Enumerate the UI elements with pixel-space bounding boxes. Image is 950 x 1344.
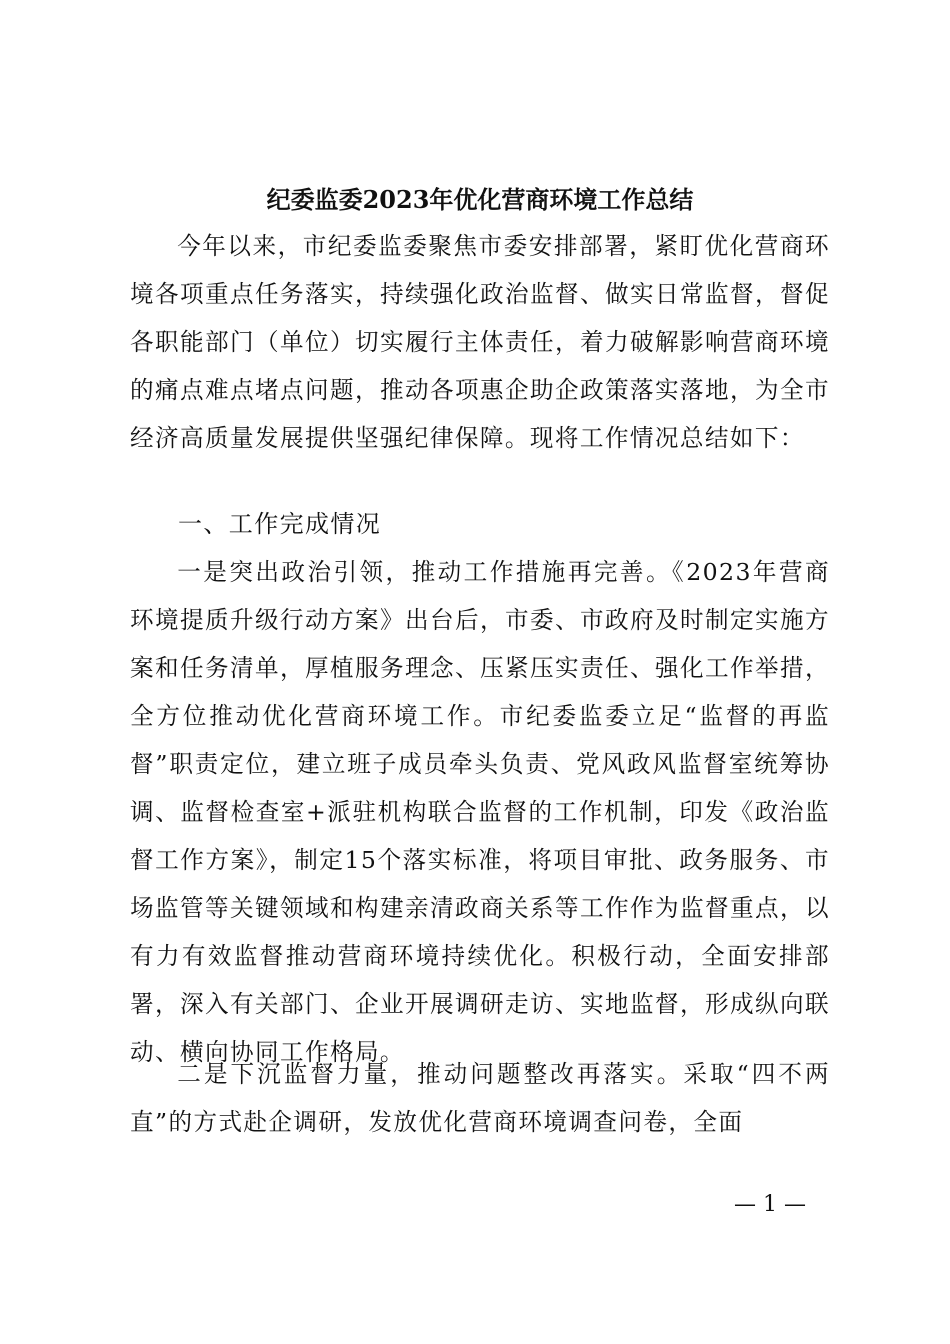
- intro-block: [130, 222, 830, 462]
- intro-paragraph: 今年以来，市纪委监委聚焦市委安排部署，紧盯优化营商环境各项重点任务落实，持续强化政治监督、做实日常监督，督促各职能部门（单位）切实履行主体责任，着力破解影响营商环境的痛点难点堵点问题，推动各项惠企助企政策落实落地，为全市经济高质量发展提供坚强纪律保障。现将工作情况总结如下：: [130, 232, 830, 452]
- paragraph-block-1: [130, 548, 830, 1076]
- page-number: — 1 —: [734, 1192, 806, 1217]
- body-paragraph: 二是下沉监督力量，推动问题整改再落实。采取“四不两直”的方式赴企调研，发放优化营商环境调查问卷，全面: [130, 1060, 830, 1136]
- body-paragraph: 一是突出政治引领，推动工作措施再完善。《2023年营商环境提质升级行动方案》出台后，市委、市政府及时制定实施方案和任务清单，厚植服务理念、压紧压实责任、强化工作举措，全方位推动优化营商环境工作。市纪委监委立足“监督的再监督”职责定位，建立班子成员牵头负责、党风政风监督室统筹协调、监督检查室+派驻机构联合监督的工作机制，印发《政治监督工作方案》，制定15个落实标准，将项目审批、政务服务、市场监管等关键领域和构建亲清政商关系等工作作为监督重点，以有力有效监督推动营商环境持续优化。积极行动，全面安排部署，深入有关部门、企业开展调研走访、实地监督，形成纵向联动、横向协同工作格局。: [130, 558, 830, 1066]
- section-heading: 一、工作完成情况: [178, 510, 382, 538]
- document-title: 纪委监委2023年优化营商环境工作总结: [266, 185, 694, 214]
- paragraph-block-2: [130, 1050, 830, 1146]
